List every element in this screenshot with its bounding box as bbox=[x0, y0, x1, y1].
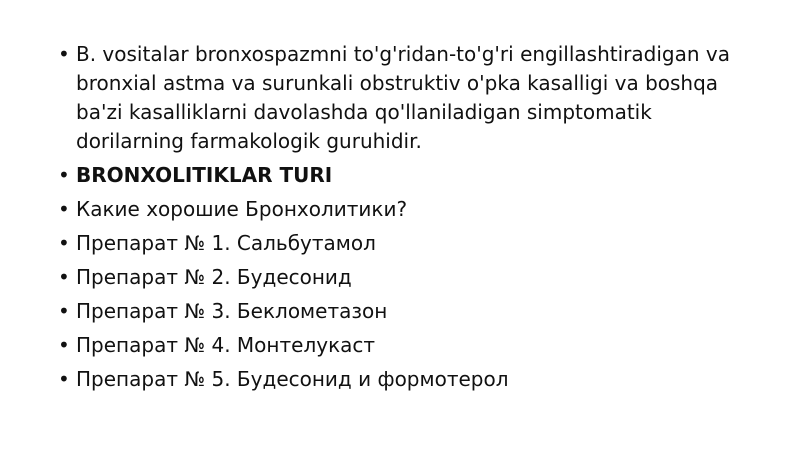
bullet-item-heading bbox=[58, 161, 758, 190]
bullet-text: Препарат № 4. Монтелукаст bbox=[76, 333, 376, 357]
bullet-icon: • bbox=[58, 333, 70, 357]
bullet-item-drug-3 bbox=[58, 297, 758, 326]
bullet-icon: • bbox=[58, 42, 70, 66]
bullet-icon: • bbox=[58, 299, 70, 323]
bullet-item-drug-4 bbox=[58, 331, 758, 360]
bullet-list bbox=[58, 40, 758, 399]
bullet-text: Препарат № 5. Будесонид и формотерол bbox=[76, 367, 509, 391]
bullet-icon: • bbox=[58, 163, 70, 187]
bullet-item-drug-5 bbox=[58, 365, 758, 394]
bullet-icon: • bbox=[58, 231, 70, 255]
bullet-item-drug-1 bbox=[58, 229, 758, 258]
bullet-icon: • bbox=[58, 265, 70, 289]
bullet-text: B. vositalar bronxospazmni to'g'ridan-to'g'ri engillashtiradigan va bronxial astma va surunkali obstruktiv o'pka kasalligi va boshqa ba'zi kasalliklarni davolashda qo'llaniladigan simptomatik dorilarning farmakologik guruhidir. bbox=[76, 42, 730, 153]
bullet-item-drug-2 bbox=[58, 263, 758, 292]
bullet-text: Препарат № 3. Беклометазон bbox=[76, 299, 388, 323]
bullet-text: BRONXOLITIKLAR TURI bbox=[76, 163, 333, 187]
bullet-item-question bbox=[58, 195, 758, 224]
bullet-text: Препарат № 1. Сальбутамол bbox=[76, 231, 376, 255]
bullet-icon: • bbox=[58, 367, 70, 391]
bullet-text: Какие хорошие Бронхолитики? bbox=[76, 197, 408, 221]
bullet-item-definition bbox=[58, 40, 758, 156]
bullet-icon: • bbox=[58, 197, 70, 221]
bullet-text: Препарат № 2. Будесонид bbox=[76, 265, 352, 289]
